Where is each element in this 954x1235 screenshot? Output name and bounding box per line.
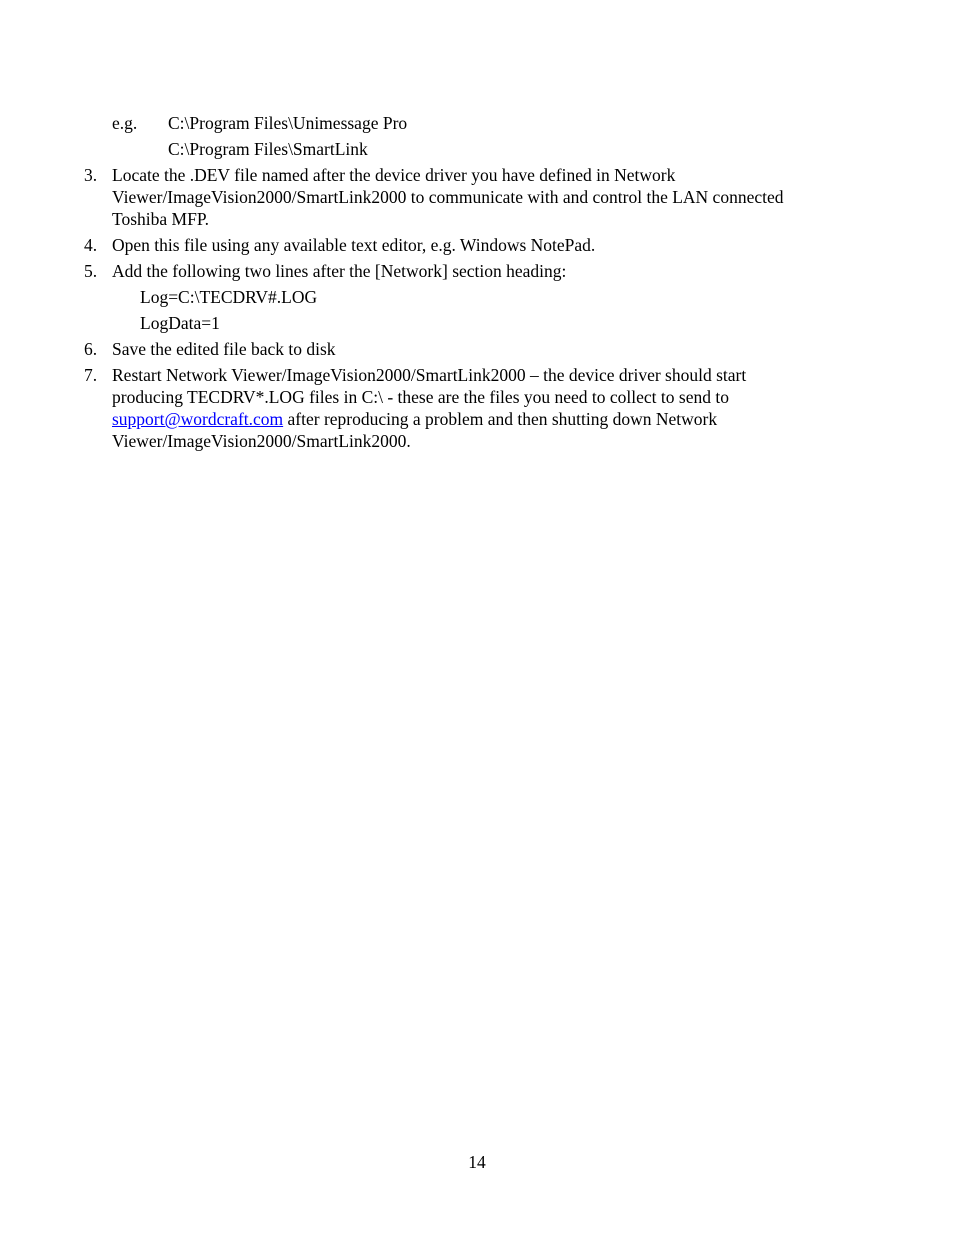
step-3-line-2: Viewer/ImageVision2000/SmartLink2000 to communicate with and control the LAN connected — [112, 187, 784, 207]
step-3-line-1: Locate the .DEV file named after the device driver you have defined in Network — [112, 165, 676, 185]
step-text — [112, 234, 844, 256]
example-path-1: C:\Program Files\Unimessage Pro — [168, 113, 408, 133]
step-number: 3. — [84, 165, 98, 185]
support-email-link[interactable]: support@wordcraft.com — [112, 409, 284, 429]
page-number: 14 — [468, 1152, 486, 1172]
step-number: 4. — [84, 235, 98, 255]
step-7-line-2: producing TECDRV*.LOG files in C:\ - these are the files you need to collect to send to — [112, 387, 729, 407]
eg-label: e.g. — [112, 113, 138, 133]
step-7-after-link: after reproducing a problem and then shutting down Network — [283, 409, 718, 429]
step-number: 6. — [84, 339, 98, 359]
step-7-last-line: Viewer/ImageVision2000/SmartLink2000. — [112, 431, 411, 451]
step-7-line-1: Restart Network Viewer/ImageVision2000/SmartLink2000 – the device driver should start — [112, 365, 747, 385]
config-line-log: Log=C:\TECDRV#.LOG — [140, 287, 318, 307]
step-number: 7. — [84, 365, 98, 385]
step-4-line-1: Open this file using any available text editor, e.g. Windows NotePad. — [112, 235, 596, 255]
step-text — [112, 260, 844, 282]
example-path-2: C:\Program Files\SmartLink — [168, 139, 368, 159]
step-text — [112, 364, 844, 452]
step-text — [112, 338, 844, 360]
step-6-line-1: Save the edited file back to disk — [112, 339, 336, 359]
step-text — [112, 164, 844, 230]
step-number: 5. — [84, 261, 98, 281]
step-3-line-3: Toshiba MFP. — [112, 209, 209, 229]
step-5-line-1: Add the following two lines after the [Network] section heading: — [112, 261, 567, 281]
config-line-logdata: LogData=1 — [140, 313, 220, 333]
